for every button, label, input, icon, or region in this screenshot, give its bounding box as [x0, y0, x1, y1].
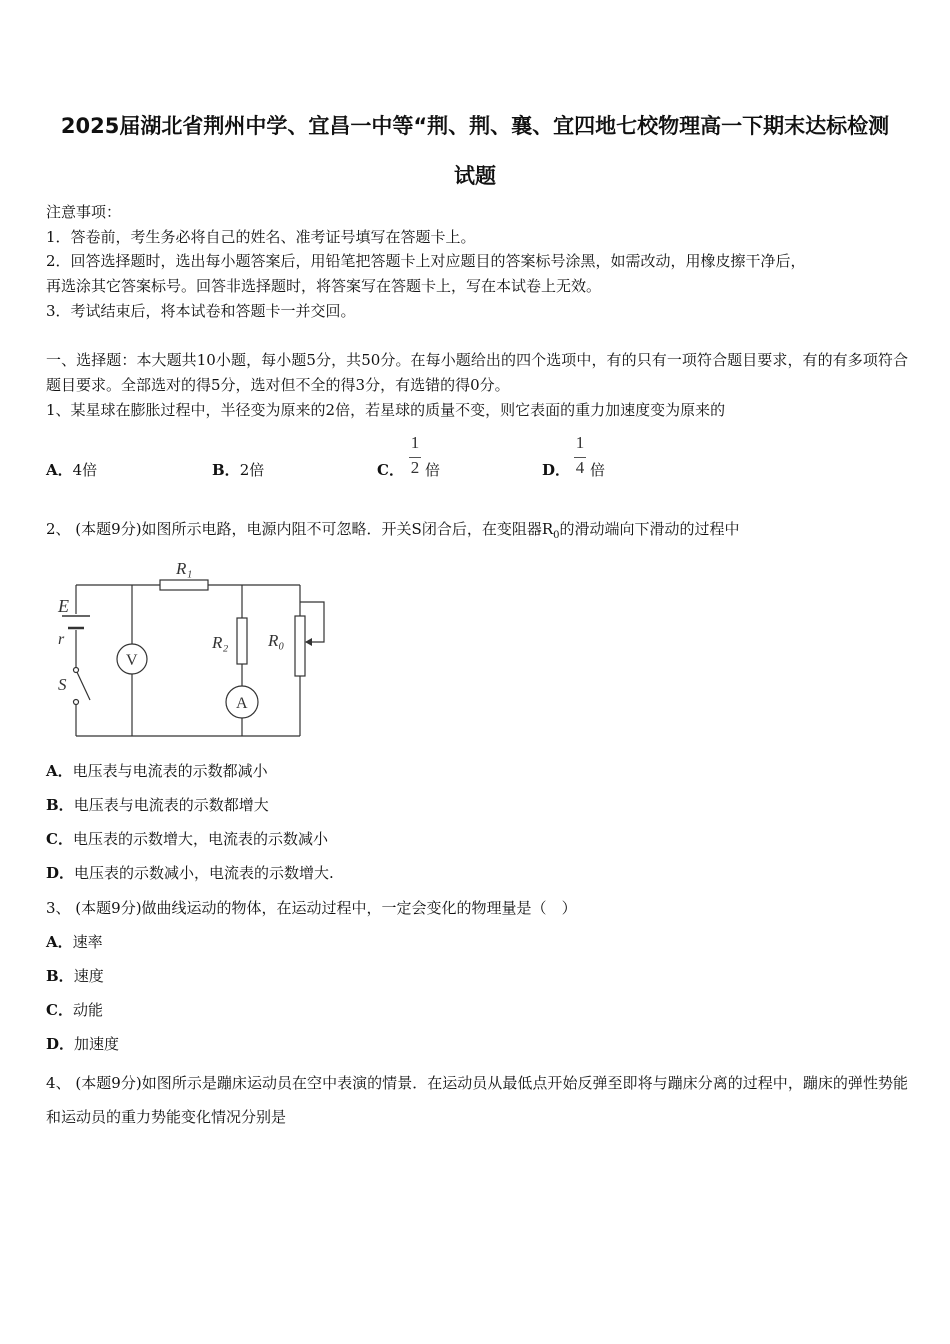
- switch-pivot: [74, 668, 79, 673]
- q3-option-b: B．速度: [46, 967, 104, 985]
- q1-c-denominator: 2: [410, 458, 420, 477]
- label-r2: R₂: [212, 633, 229, 652]
- label-r1: R₁: [176, 559, 193, 578]
- q1-d-numerator: 1: [575, 433, 585, 452]
- q2-option-c: C．电压表的示数增大，电流表的示数减小: [46, 830, 328, 848]
- switch-blade: [76, 670, 90, 700]
- question-3-stem: 3、 (本题9分)做曲线运动的物体，在运动过程中，一定会变化的物理量是（ ）: [46, 899, 577, 917]
- notice-item: 3．考试结束后，将本试卷和答题卡一并交回。: [46, 302, 356, 320]
- label-v: V: [126, 652, 138, 669]
- question-2-stem: 2、 (本题9分)如图所示电路，电源内阻不可忽略．开关S闭合后，在变阻器$R_0$的滑动端向下滑动的过程中: [46, 520, 740, 541]
- circuit-diagram: [48, 552, 340, 744]
- q1-option-d-text: 倍: [590, 461, 606, 479]
- page-title: 2025届湖北省荆州中学、宜昌一中等“荆、荆、襄、宜四地七校物理高一下期末达标检测: [60, 114, 890, 138]
- q1-option-c-text: 倍: [425, 461, 441, 479]
- page-title-line2: 试题: [454, 164, 496, 188]
- question-1-stem: 1、某星球在膨胀过程中，半径变为原来的2倍，若星球的质量不变，则它表面的重力加速度变为原来的: [46, 401, 726, 419]
- rheostat-r0: [295, 616, 305, 676]
- q1-c-numerator: 1: [410, 433, 420, 452]
- q2-option-a: A．电压表与电流表的示数都减小: [46, 762, 268, 780]
- q1-option-b: B．2倍: [212, 461, 265, 479]
- q3-option-d: D．加速度: [46, 1035, 120, 1053]
- q2-option-d: D．电压表的示数减小，电流表的示数增大.: [46, 864, 334, 882]
- q1-option-a: A．4倍: [46, 461, 98, 479]
- label-e: E: [58, 596, 69, 616]
- label-r-internal: r: [58, 631, 65, 648]
- notice-heading: 注意事项：: [46, 203, 122, 221]
- label-r0: R₀: [268, 631, 285, 650]
- slider-arrow-icon: [305, 638, 312, 646]
- question-4-stem: 4、 (本题9分)如图所示是蹦床运动员在空中表演的情景．在运动员从最低点开始反弹至即将与蹦床分离的过程中，蹦床的弹性势能和运动员的重力势能变化情况分别是: [46, 1074, 908, 1126]
- switch-contact: [74, 700, 79, 705]
- resistor-r2: [237, 618, 247, 664]
- notice-item: 2．回答选择题时，选出每小题答案后，用铅笔把答题卡上对应题目的答案标号涂黑，如需改动，用橡皮擦干净后，: [46, 252, 806, 270]
- section-intro: 一、选择题：本大题共10小题，每小题5分，共50分。在每小题给出的四个选项中，有的只有一项符合题目要求，有的有多项符合题目要求。全部选对的得5分，选对但不全的得3分，有选错的得0分。: [46, 351, 908, 394]
- label-a: A: [236, 695, 248, 712]
- label-s: S: [58, 675, 67, 694]
- q3-option-c: C．动能: [46, 1001, 103, 1019]
- notice-item: 1．答卷前，考生务必将自己的姓名、准考证号填写在答题卡上。: [46, 228, 476, 246]
- q1-d-denominator: 4: [575, 458, 585, 477]
- resistor-r1: [160, 580, 208, 590]
- q1-option-c-label: C．: [377, 461, 404, 479]
- q2-option-b: B．电压表与电流表的示数都增大: [46, 796, 269, 814]
- notice-item: 再选涂其它答案标号。回答非选择题时，将答案写在答题卡上，写在本试卷上无效。: [46, 277, 602, 295]
- q3-option-a: A．速率: [46, 933, 103, 951]
- q1-option-d-label: D．: [542, 461, 571, 479]
